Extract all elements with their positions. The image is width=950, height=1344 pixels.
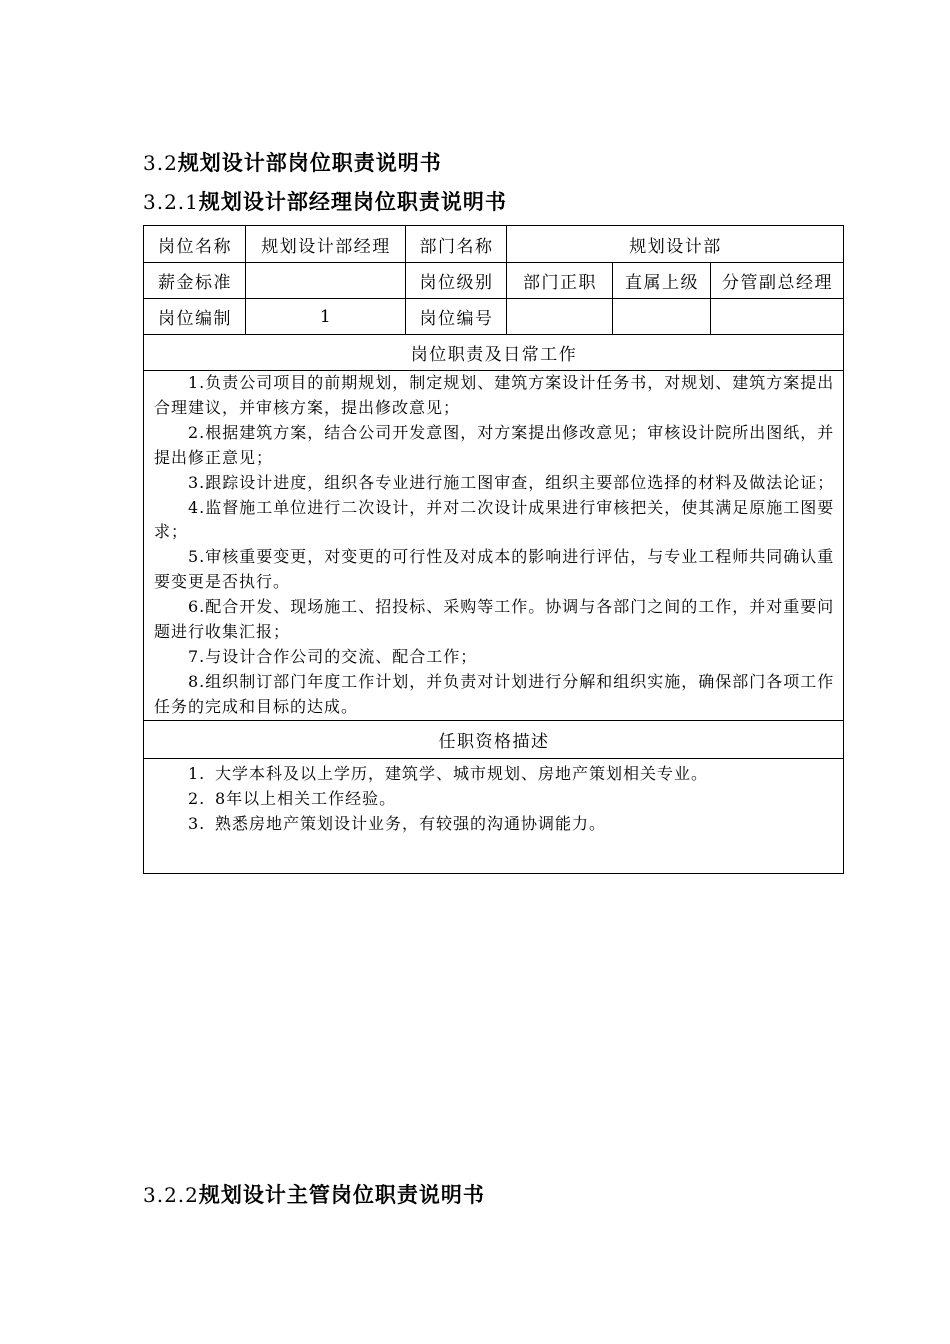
cell-label-department-name: 部门名称 [406, 226, 507, 263]
section-title: 规划设计部经理岗位职责说明书 [198, 190, 507, 214]
qualification-text: 大学本科及以上学历，建筑学、城市规划、房地产策划相关专业。 [215, 763, 709, 783]
duty-item: 5.审核重要变更，对变更的可行性及对成本的影响进行评估，与专业工程师共同确认重要变更是否执行。 [154, 547, 835, 592]
duty-item: 1.负责公司项目的前期规划，制定规划、建筑方案设计任务书，对规划、建筑方案提出合理建议，并审核方案，提出修改意见； [154, 373, 835, 417]
qualification-number: 2. [188, 788, 206, 808]
section-number: 3.2 [143, 151, 178, 175]
cell-position-level: 部门正职 [507, 263, 613, 299]
qualification-number: 3. [188, 813, 206, 833]
cell-label-direct-superior: 直属上级 [613, 263, 711, 299]
cell-position-code-empty [507, 299, 613, 335]
job-description-table [143, 225, 844, 874]
section-heading-3-2 [143, 149, 442, 177]
qualifications-list [144, 758, 844, 873]
duty-item: 7.与设计合作公司的交流、配合工作； [188, 646, 478, 666]
table-row-basic-info-2 [144, 263, 844, 299]
duty-item: 2.根据建筑方案，结合公司开发意图，对方案提出修改意见；审核设计院所出图纸，并提出修正意见； [154, 422, 835, 467]
cell-empty [613, 299, 711, 335]
cell-headcount: 1 [246, 299, 406, 335]
qualification-text: 熟悉房地产策划设计业务，有较强的沟通协调能力。 [215, 813, 607, 833]
cell-empty [711, 299, 844, 335]
qualifications-header: 任职资格描述 [144, 720, 844, 758]
cell-label-position-name: 岗位名称 [144, 226, 246, 263]
table-row-duties [144, 371, 844, 721]
section-heading-3-2-1 [143, 188, 507, 216]
qualification-item [188, 761, 838, 786]
section-title: 规划设计主管岗位职责说明书 [198, 1183, 485, 1207]
table-row-basic-info-3 [144, 299, 844, 335]
duties-header: 岗位职责及日常工作 [144, 335, 844, 371]
cell-label-position-code: 岗位编号 [406, 299, 507, 335]
table-row-qualifications-header [144, 720, 844, 758]
cell-label-headcount: 岗位编制 [144, 299, 246, 335]
qualification-item [188, 811, 838, 836]
qualification-text: 8年以上相关工作经验。 [215, 788, 397, 808]
cell-position-name: 规划设计部经理 [246, 226, 406, 263]
section-heading-3-2-2 [143, 1181, 485, 1209]
section-title: 规划设计部岗位职责说明书 [177, 151, 442, 175]
section-number: 3.2.2 [143, 1183, 199, 1207]
section-number: 3.2.1 [143, 190, 199, 214]
duty-item: 3.跟踪设计进度，组织各专业进行施工图审查，组织主要部位选择的材料及做法论证； [188, 472, 835, 492]
cell-department-name: 规划设计部 [507, 226, 844, 263]
duties-list [144, 371, 844, 721]
duty-item: 6.配合开发、现场施工、招投标、采购等工作。协调与各部门之间的工作，并对重要问题进行收集汇报； [154, 597, 835, 642]
cell-direct-superior: 分管副总经理 [711, 263, 844, 299]
cell-label-position-level: 岗位级别 [406, 263, 507, 299]
table-row-duties-header [144, 335, 844, 371]
duty-item: 4.监督施工单位进行二次设计，并对二次设计成果进行审核把关，使其满足原施工图要求； [154, 497, 835, 542]
duty-item: 8.组织制订部门年度工作计划，并负责对计划进行分解和组织实施，确保部门各项工作任务的完成和目标的达成。 [154, 671, 835, 716]
table-row-qualifications [144, 758, 844, 873]
qualification-item [188, 786, 838, 811]
cell-salary-standard-empty [246, 263, 406, 299]
cell-label-salary-standard: 薪金标准 [144, 263, 246, 299]
table-row-basic-info-1 [144, 226, 844, 263]
qualification-number: 1. [188, 763, 206, 783]
